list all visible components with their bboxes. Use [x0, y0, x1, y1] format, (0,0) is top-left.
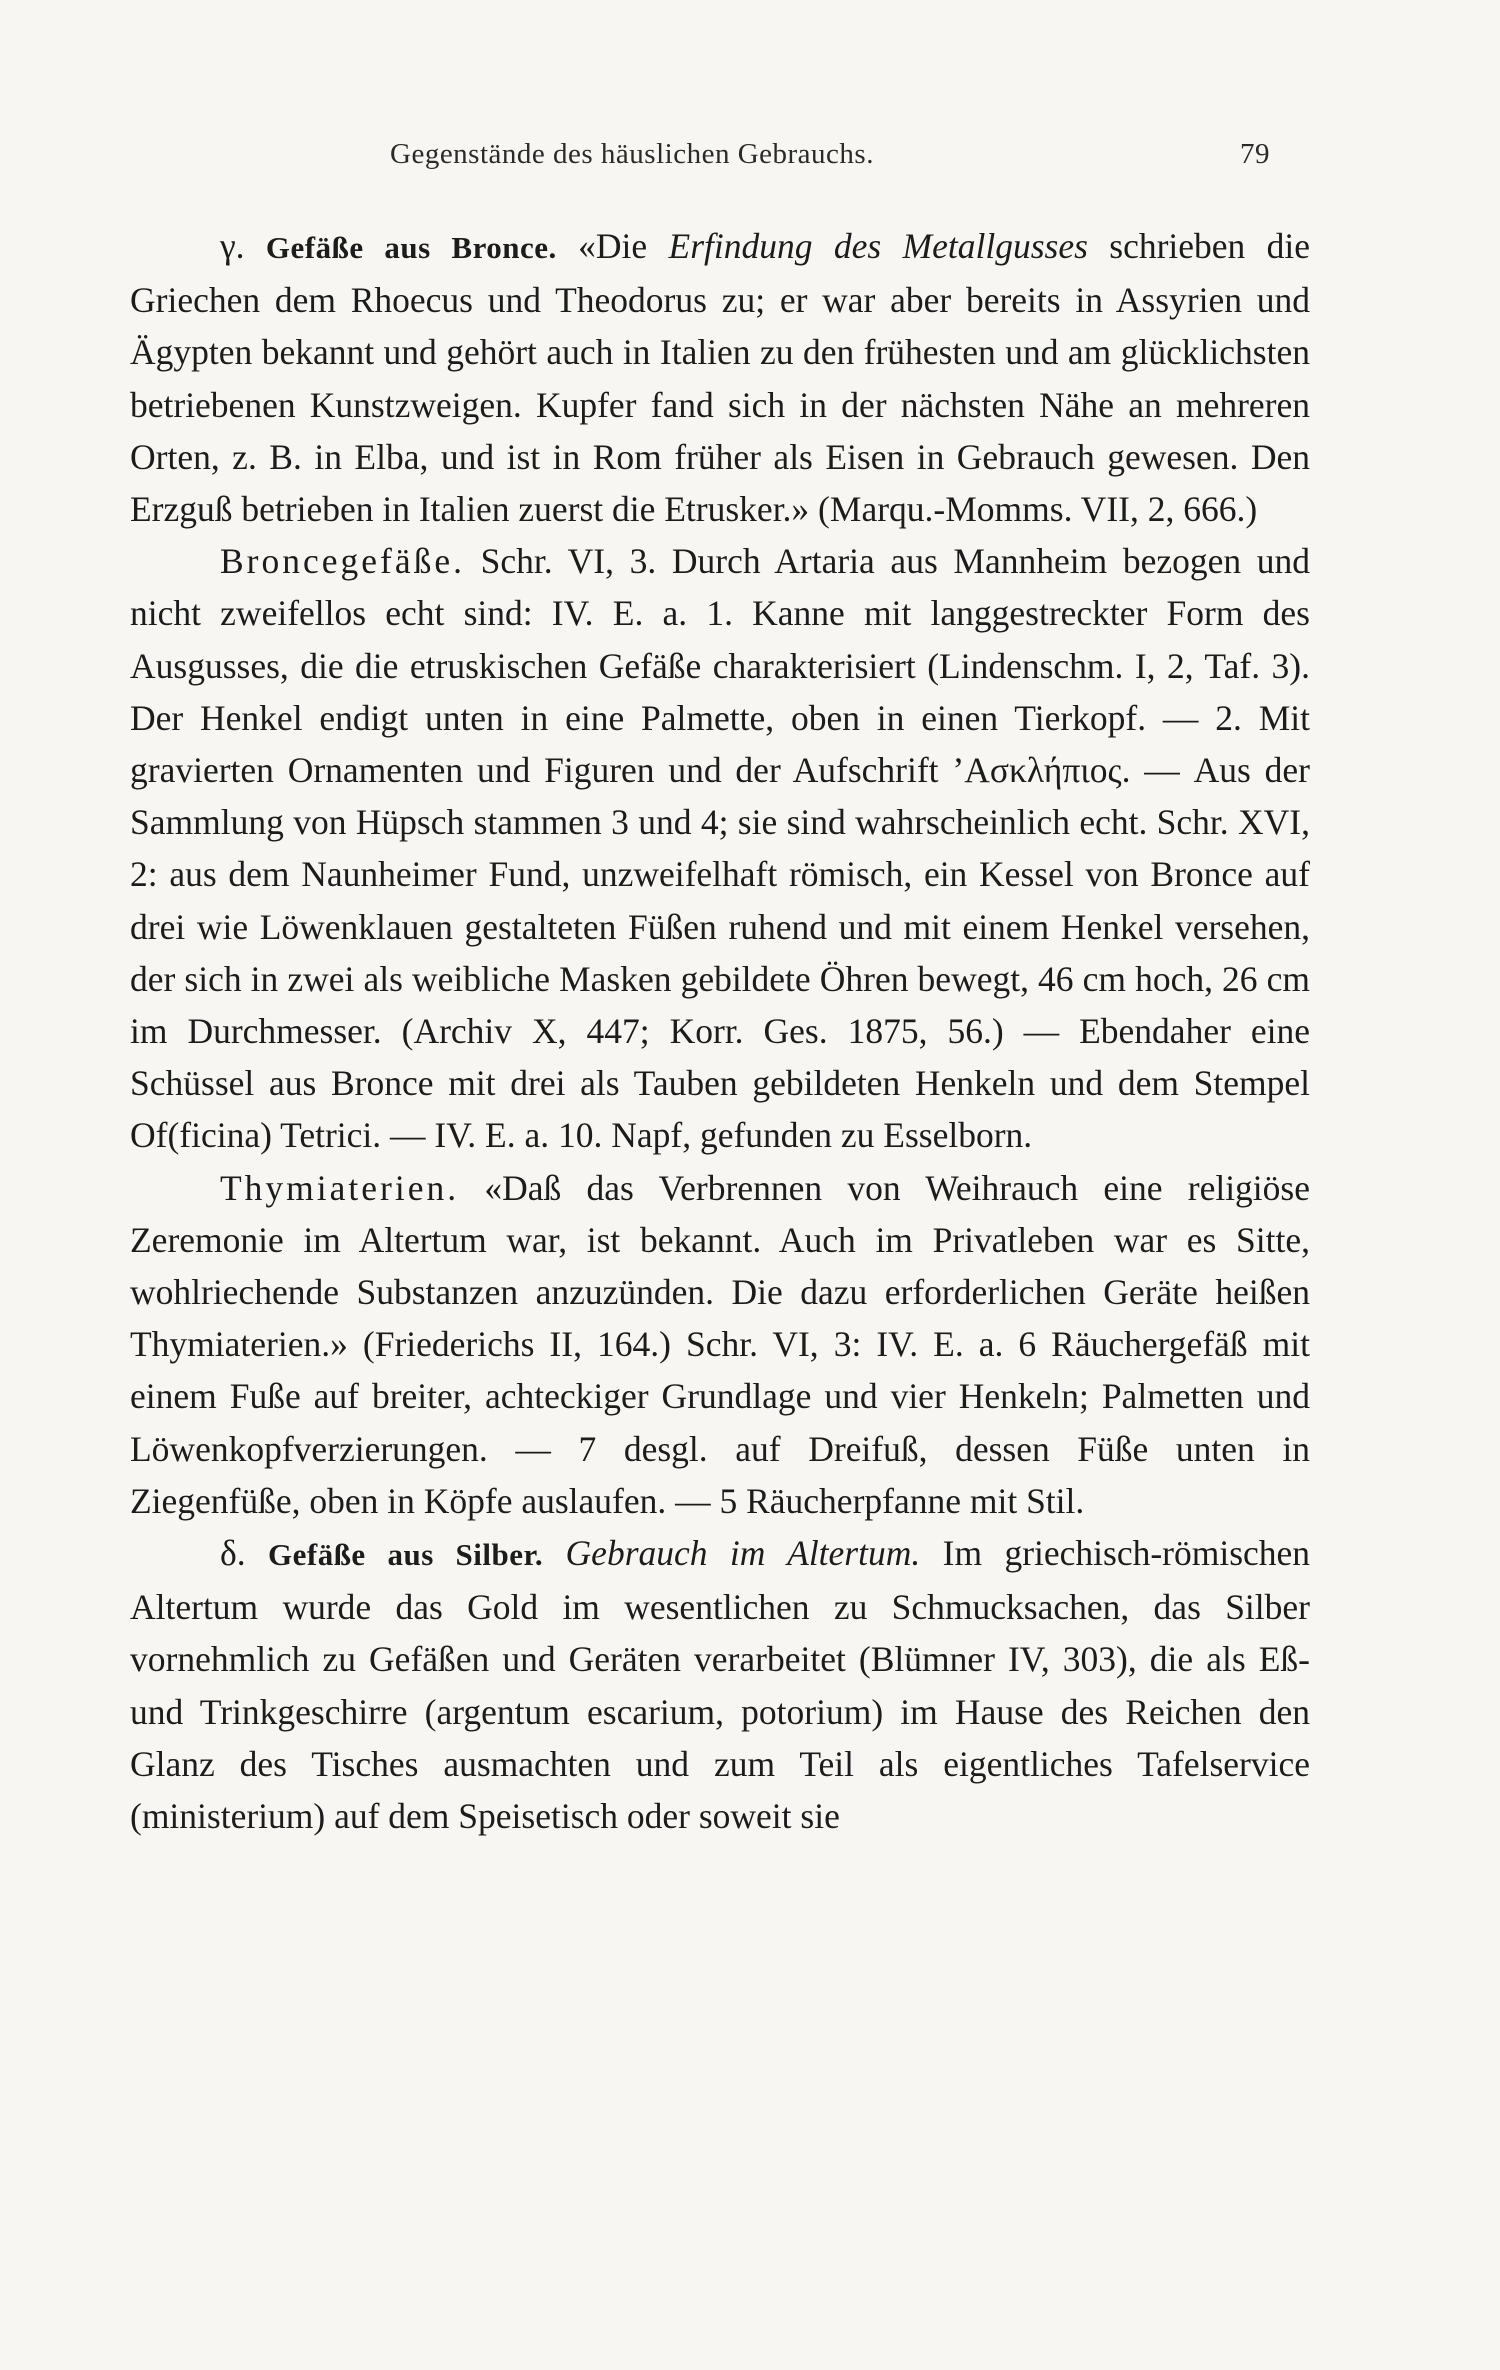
quote-start: «Die: [578, 226, 648, 266]
paragraph-text: Im griechisch-römischen Altertum wurde das Gold im wesentlichen zu Schmucksachen, das Silber vornehmlich zu Gefäßen und Geräten verarbeitet (Blümner IV, 303), die als Eß- und Trinkgeschirre (argentum escarium, potorium) im Hause des Reichen den Glanz des Tisches ausmachten und zum Teil als eigentliches Tafelservice (ministerium) auf dem Speisetisch oder soweit sie: [130, 1533, 1311, 1837]
paragraph-text: schrieben die Griechen dem Rhoecus und Theodorus zu; er war aber bereits in Assyrien und Ägypten bekannt und gehört auch in Italien zu den frühesten und am glücklichsten betriebenen Kunstzweigen. Kupfer fand sich in der nächsten Nähe an mehreren Orten, z. B. in Elba, und ist in Rom früher als Eisen in Gebrauch gewesen. Den Erzguß betrieben in Italien zuerst die Etrusker.» (Marqu.-Momms. VII, 2, 666.): [130, 226, 1311, 530]
section-mark: γ.: [220, 226, 245, 266]
section-mark: δ.: [220, 1533, 246, 1574]
paragraph-bronze-vessels: [130, 220, 1310, 535]
page-number: 79: [1240, 138, 1270, 170]
paragraph-silver-vessels: [130, 1527, 1310, 1842]
running-title: Gegenstände des häuslichen Gebrauchs.: [390, 138, 874, 170]
paragraph-bronze-items: [130, 535, 1310, 1161]
paragraph-text: Schr. VI, 3. Durch Artaria aus Mannheim bezogen und nicht zweifellos echt sind: IV. E. a. 1. Kanne mit langgestreckter Form des Ausgusses, die die etruskischen Gefäße charakterisiert (Lindenschm. I, 2, Taf. 3). Der Henkel endigt unten in eine Palmette, oben in einen Tierkopf. — 2. Mit gravierten Ornamenten und Figuren und der Aufschrift ’Ασκλήπιος. — Aus der Sammlung von Hüpsch stammen 3 und 4; sie sind wahrscheinlich echt. Schr. XVI, 2: aus dem Naunheimer Fund, unzweifelhaft römisch, ein Kessel von Bronce auf drei wie Löwenklauen gestalteten Füßen ruhend und mit einem Henkel versehen, der sich in zwei als weibliche Masken gebildete Öhren bewegt, 46 cm hoch, 26 cm im Durchmesser. (Archiv X, 447; Korr. Ges. 1875, 56.) — Ebendaher eine Schüssel aus Bronce mit drei als Tauben gebildeten Henkeln und dem Stempel Of(ficina) Tetrici. — IV. E. a. 10. Napf, gefunden zu Esselborn.: [130, 541, 1311, 1156]
running-header: [390, 138, 1270, 178]
paragraph-text: «Daß das Verbrennen von Weihrauch eine religiöse Zeremonie im Altertum war, ist bekannt. Auch im Privatleben war es Sitte, wohlriechende Substanzen anzuzünden. Die dazu erforderlichen Geräte heißen Thymiaterien.» (Friederichs II, 164.) Schr. VI, 3: IV. E. a. 6 Räuchergefäß mit einem Fuße auf breiter, achteckiger Grundlage und vier Henkeln; Palmetten und Löwenkopfverzierungen. — 7 desgl. auf Dreifuß, dessen Füße unten in Ziegenfüße, oben in Köpfe auslaufen. — 5 Räucherpfanne mit Stil.: [130, 1167, 1310, 1521]
body-text: [130, 220, 1310, 1842]
section-heading: Gefäße aus Silber.: [268, 1537, 544, 1573]
italic-subheading: Gebrauch im Altertum.: [565, 1533, 921, 1574]
spaced-heading: Broncegefäße.: [220, 541, 465, 582]
paragraph-thymiaterien: [130, 1162, 1310, 1527]
italic-phrase: Erfindung des Metallgusses: [668, 226, 1088, 266]
spaced-heading: Thymiaterien.: [220, 1167, 460, 1208]
section-heading: Gefäße aus Bronce.: [265, 230, 557, 265]
